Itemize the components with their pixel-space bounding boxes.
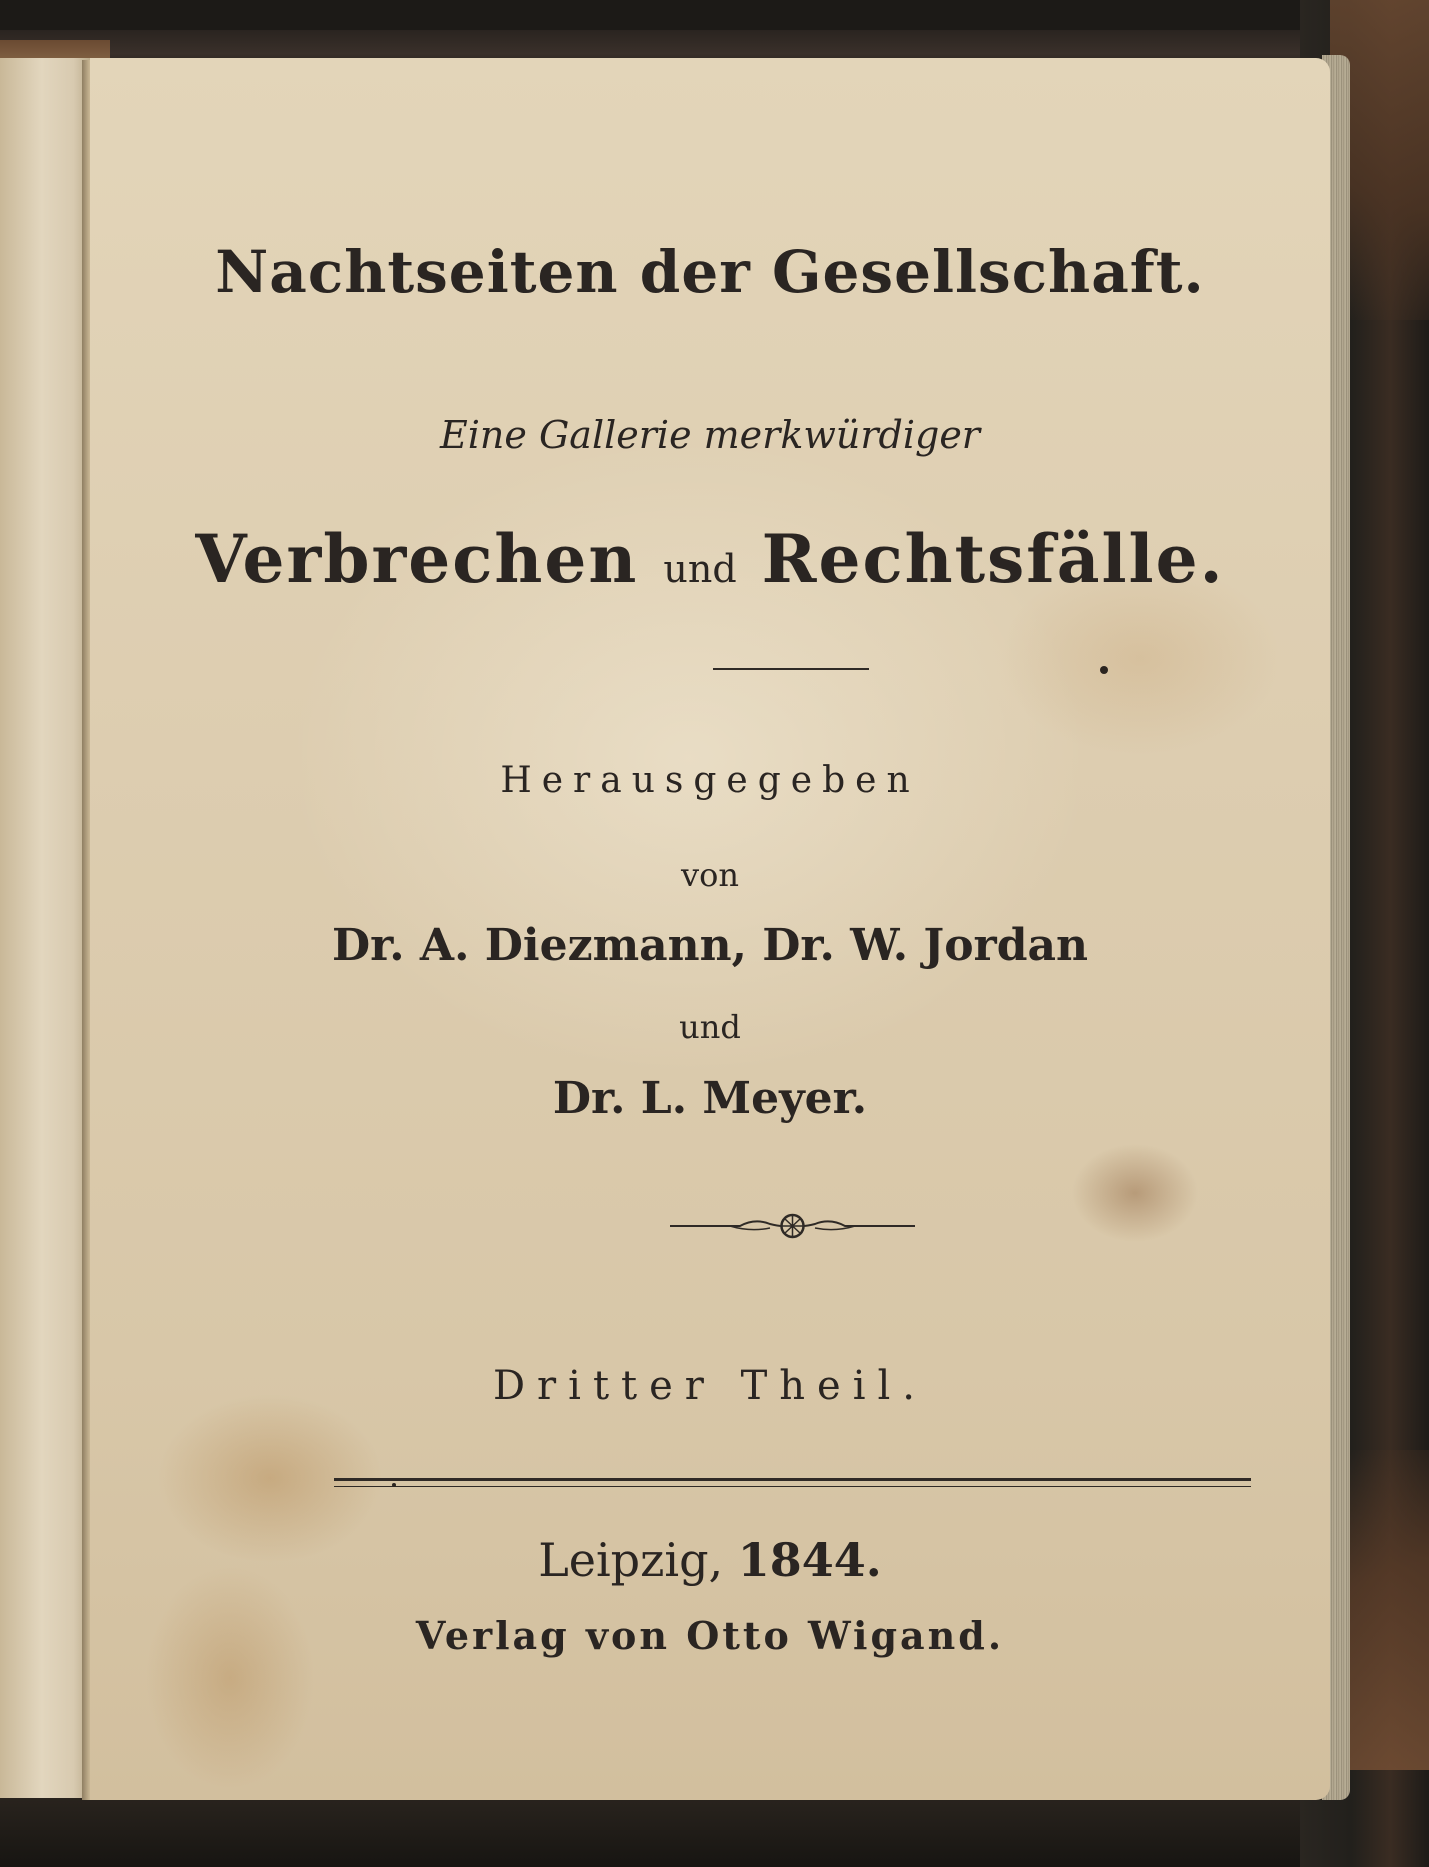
imprint-place [90,1533,1330,1587]
authors-line: Dr. A. Diezmann, Dr. W. Jordan [332,920,1088,971]
ornament-divider [670,1206,915,1246]
leather-corner-bottom [1340,1450,1429,1770]
binding-bottom [0,1790,1429,1867]
third-author: Dr. L. Meyer. [552,1073,868,1124]
place-name: Leipzig, [538,1533,724,1587]
main-title-part2: und [663,547,737,591]
main-title-part1: Verbrechen [195,520,639,598]
title-page [90,58,1330,1800]
edited-label: Herausgegeben [500,760,920,801]
left-page [0,58,92,1798]
ink-speck [1100,666,1108,674]
main-title [90,520,1330,598]
ink-speck [392,1483,396,1487]
und-label: und [679,1008,741,1046]
main-title-part3: Rechtsfälle. [761,520,1225,598]
von-label: von [681,856,739,894]
book-subtitle: Eine Gallerie merkwürdiger [440,413,980,457]
publication-year: 1844. [737,1533,882,1587]
volume-label: Dritter Theil. [492,1363,928,1409]
book-title: Nachtseiten der Gesellschaft. [215,238,1205,306]
double-rule [334,1478,1251,1487]
publisher-line: Verlag von Otto Wigand. [415,1613,1005,1658]
short-rule [713,668,869,670]
